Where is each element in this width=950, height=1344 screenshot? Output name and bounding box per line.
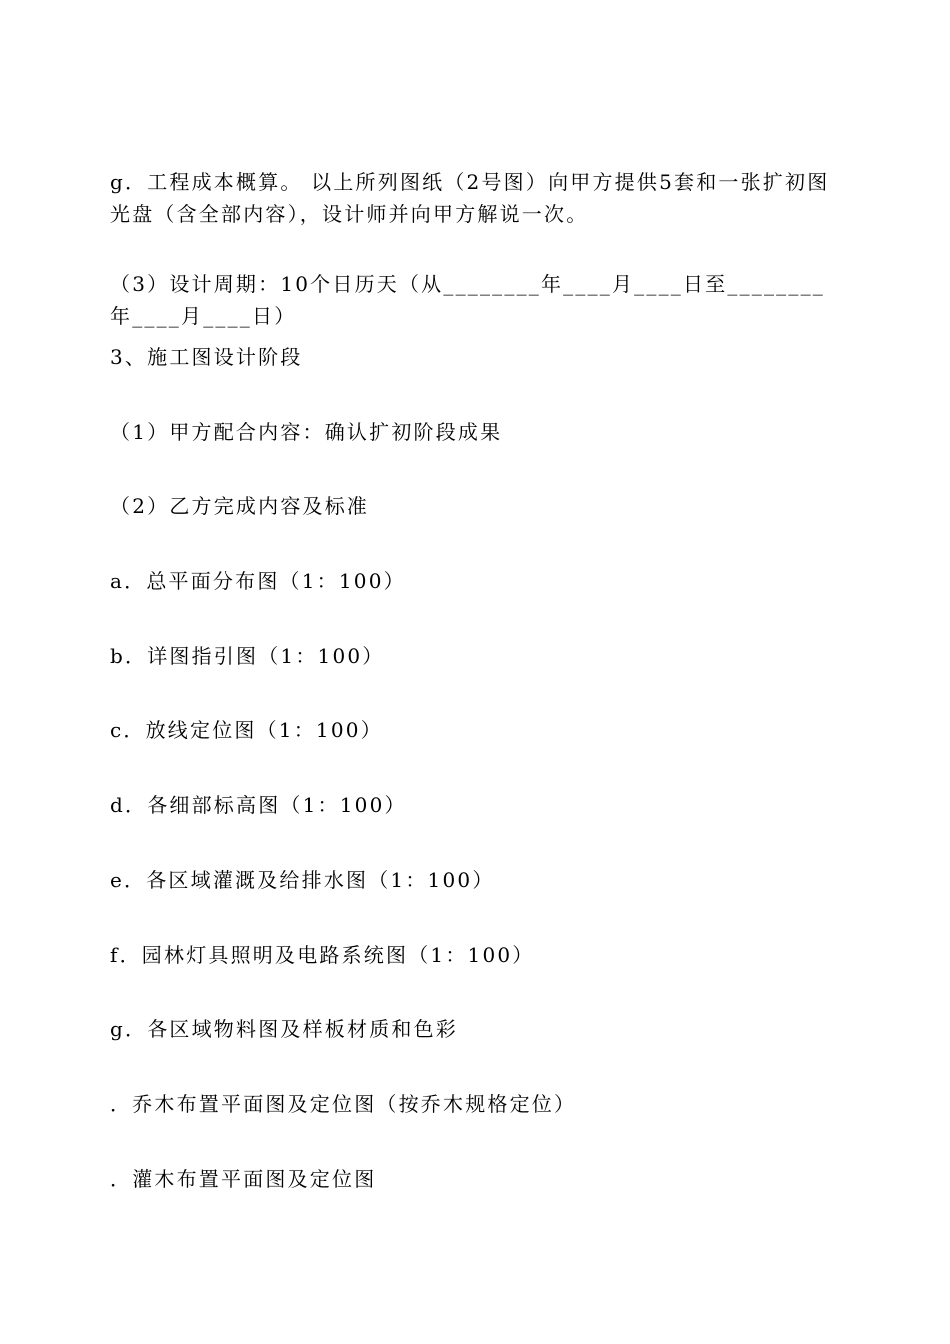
list-item-b: b．详图指引图（1：100） [110, 644, 385, 668]
section-heading-construction-drawing: 3、施工图设计阶段 [110, 345, 303, 369]
paragraph-party-b-content: （2）乙方完成内容及标准 [110, 494, 370, 518]
list-item-g: g．各区域物料图及样板材质和色彩 [110, 1017, 459, 1041]
list-item-a: a．总平面分布图（1：100） [110, 569, 406, 593]
paragraph-cost-estimate: g．工程成本概算。 以上所列图纸（2号图）向甲方提供5套和一张扩初图光盘（含全部内容），设计师并向甲方解说一次。 [110, 170, 830, 226]
list-item-d: d．各细部标高图（1：100） [110, 793, 407, 817]
list-item-e: e．各区域灌溉及给排水图（1：100） [110, 868, 495, 892]
list-item-tree-layout: ．乔木布置平面图及定位图（按乔木规格定位） [110, 1092, 577, 1116]
list-item-c: c．放线定位图（1：100） [110, 718, 383, 742]
list-item-f: f．园林灯具照明及电路系统图（1：100） [110, 943, 535, 967]
list-item-shrub-layout: ．灌木布置平面图及定位图 [110, 1167, 377, 1191]
paragraph-design-period: （3）设计周期：10个日历天（从________年____月____日至________年____月____日） [110, 272, 825, 328]
paragraph-party-a-content: （1）甲方配合内容：确认扩初阶段成果 [110, 420, 503, 444]
